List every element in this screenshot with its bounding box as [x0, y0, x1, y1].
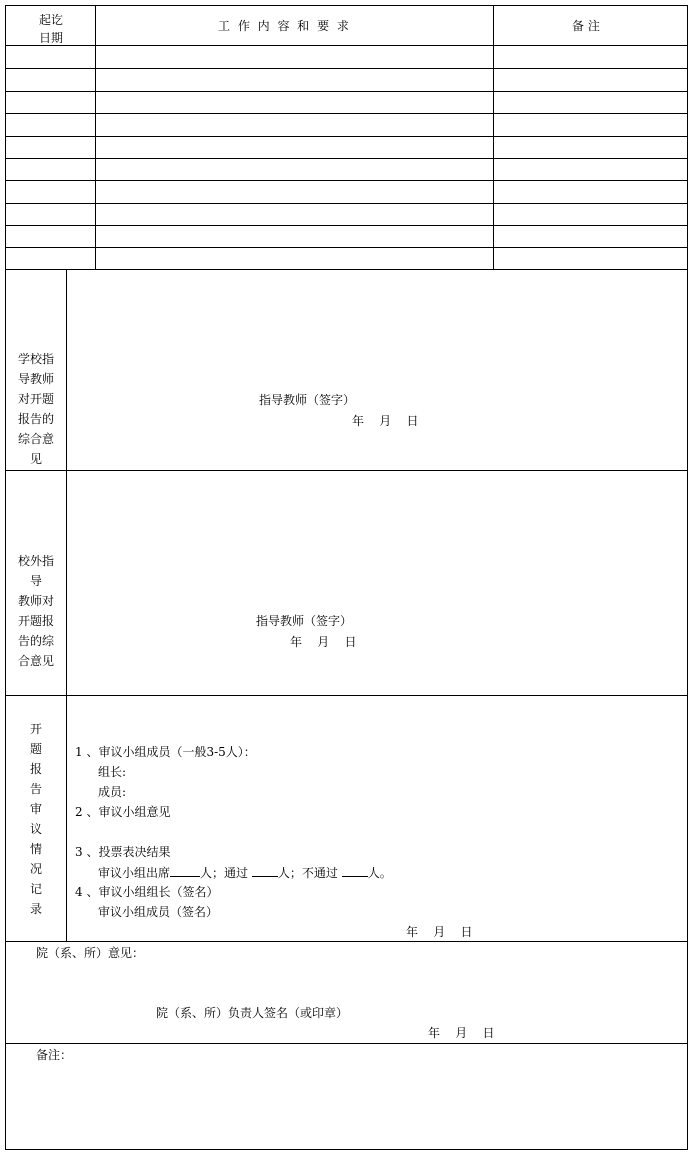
review-item-3: 3 、投票表决结果 — [75, 845, 171, 859]
date-header — [35, 11, 67, 47]
label-line: 综合意 — [17, 432, 54, 446]
table-row-line — [5, 269, 688, 270]
table-row-line — [5, 91, 688, 92]
dept-signature: 院（系、所）负责人签名（或印章） — [156, 1006, 349, 1020]
label-line: 学校指 — [17, 352, 54, 366]
column-separator — [95, 5, 96, 270]
date-header-line-1: 起讫 — [38, 13, 63, 27]
table-left-border — [5, 5, 6, 1150]
date-header-line-2: 日期 — [38, 31, 63, 45]
review-item-2: 2 、审议小组意见 — [75, 805, 171, 819]
school-advisor-date: 年 月 日 — [352, 414, 419, 428]
label-line: 合意见 — [17, 654, 54, 668]
label-line: 情 — [29, 842, 42, 856]
external-advisor-date: 年 月 日 — [290, 635, 357, 649]
column-separator — [493, 5, 494, 270]
pass-count-blank[interactable] — [252, 866, 278, 877]
label-line: 导教师 — [17, 372, 54, 386]
table-row-line — [5, 225, 688, 226]
label-line: 导 — [29, 574, 42, 588]
label-line: 题 — [29, 742, 42, 756]
table-row-line — [5, 136, 688, 137]
label-line: 校外指 — [17, 554, 54, 568]
vote-attend-text: 审议小组出席 — [98, 866, 171, 880]
external-advisor-signature: 指导教师（签字） — [256, 614, 353, 628]
section-divider — [5, 695, 688, 696]
remarks-label: 备注： — [36, 1048, 73, 1062]
label-line: 见 — [29, 452, 42, 466]
label-line: 况 — [29, 862, 42, 876]
table-top-border — [5, 5, 688, 6]
vote-result-line — [98, 866, 392, 879]
label-line: 记 — [29, 882, 42, 896]
review-label — [8, 719, 64, 919]
label-column-separator — [66, 269, 67, 942]
label-line: 审 — [29, 802, 42, 816]
label-line: 教师对 — [17, 594, 54, 608]
review-item-1: 1 、审议小组成员（一般3-5人）： — [75, 745, 256, 759]
table-row-line — [5, 203, 688, 204]
header-bottom-border — [5, 45, 688, 46]
school-advisor-label — [8, 349, 64, 469]
review-item-4: 4 、审议小组组长（签名） — [75, 885, 219, 899]
vote-end-text: 人。 — [367, 866, 392, 880]
school-advisor-signature: 指导教师（签字） — [259, 393, 356, 407]
vote-pass-text: 人；通过 — [200, 866, 249, 880]
note-header: 备 注 — [572, 19, 600, 33]
table-row-line — [5, 158, 688, 159]
external-advisor-label — [8, 551, 64, 671]
label-line: 开 — [29, 722, 42, 736]
table-bottom-border — [5, 1149, 688, 1150]
label-line: 议 — [29, 822, 42, 836]
table-right-border — [687, 5, 688, 1150]
review-leader: 组长: — [98, 765, 127, 779]
section-divider — [5, 1043, 688, 1044]
label-line: 开题报 — [17, 614, 54, 628]
review-members: 成员: — [98, 785, 127, 799]
attend-count-blank[interactable] — [170, 866, 200, 877]
review-members-sign: 审议小组成员（签名） — [98, 905, 219, 919]
table-row-line — [5, 113, 688, 114]
dept-opinion-label: 院（系、所）意见： — [36, 946, 145, 960]
label-line: 告 — [29, 782, 42, 796]
label-line: 报 — [29, 762, 42, 776]
section-divider — [5, 941, 688, 942]
dept-date: 年 月 日 — [428, 1026, 495, 1040]
table-row-line — [5, 180, 688, 181]
review-date: 年 月 日 — [406, 925, 473, 939]
content-header: 工 作 内 容 和 要 求 — [218, 19, 351, 33]
label-line: 报告的 — [17, 412, 54, 426]
table-row-line — [5, 247, 688, 248]
section-divider — [5, 470, 688, 471]
fail-count-blank[interactable] — [342, 866, 368, 877]
label-line: 对开题 — [17, 392, 54, 406]
vote-fail-text: 人；不通过 — [277, 866, 338, 880]
table-row-line — [5, 68, 688, 69]
label-line: 录 — [29, 902, 42, 916]
label-line: 告的综 — [17, 634, 54, 648]
